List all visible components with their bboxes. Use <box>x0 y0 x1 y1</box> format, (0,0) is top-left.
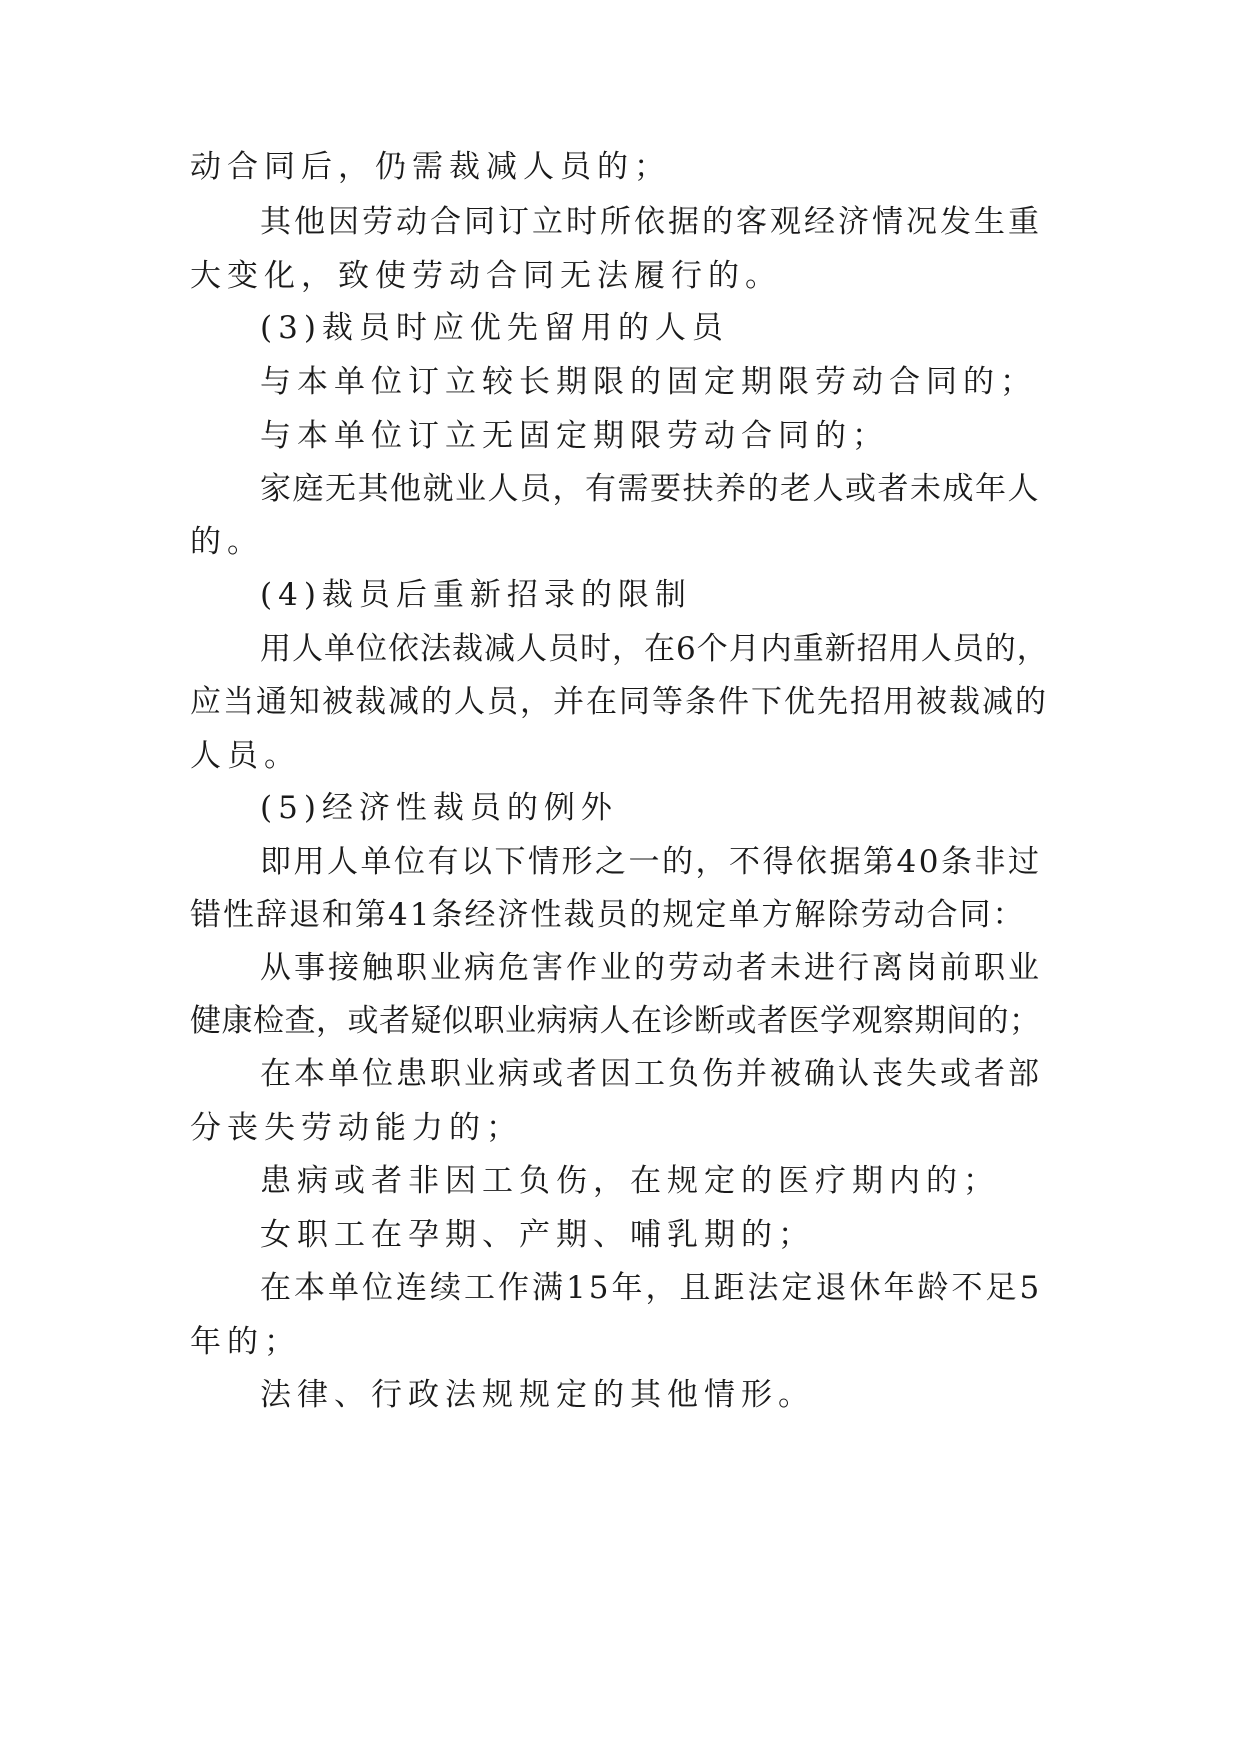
text-line <box>0 1365 1241 1425</box>
text-line <box>0 1098 1241 1158</box>
text-line <box>0 192 1241 252</box>
text-line <box>0 726 1241 786</box>
section-heading: (4)裁员后重新招录的限制 <box>260 577 692 613</box>
text-line <box>0 1044 1241 1104</box>
paragraph-start: 其他因劳动合同订立时所依据的客观经济情况发生重 <box>260 204 1042 240</box>
paragraph-start: 用人单位依法裁减人员时，在6个月内重新招用人员的， <box>260 631 1049 667</box>
text-line <box>0 352 1241 412</box>
paragraph-start: 患病或者非因工负伤，在规定的医疗期内的； <box>260 1163 1000 1199</box>
paragraph-start: 即用人单位有以下情形之一的，不得依据第40条非过 <box>260 844 1042 880</box>
text-line <box>0 406 1241 466</box>
paragraph-continuation: 错性辞退和第41条经济性裁员的规定单方解除劳动合同： <box>190 897 1026 933</box>
text-line <box>0 512 1241 572</box>
paragraph-start: 在本单位患职业病或者因工负伤并被确认丧失或者部 <box>260 1056 1042 1092</box>
paragraph-continuation: 年的； <box>190 1324 301 1360</box>
paragraph-start: 在本单位连续工作满15年，且距法定退休年龄不足5 <box>260 1270 1043 1306</box>
text-line <box>0 459 1241 519</box>
paragraph-continuation: 人员。 <box>190 738 301 774</box>
text-line <box>0 1151 1241 1211</box>
text-line <box>0 885 1241 945</box>
paragraph-continuation: 大变化，致使劳动合同无法履行的。 <box>190 258 782 294</box>
text-line <box>0 991 1241 1051</box>
text-line <box>0 619 1241 679</box>
text-line <box>0 246 1241 306</box>
paragraph-continuation: 分丧失劳动能力的； <box>190 1110 523 1146</box>
paragraph-start: 女职工在孕期、产期、哺乳期的； <box>260 1217 815 1253</box>
text-line <box>0 137 1241 197</box>
text-line <box>0 938 1241 998</box>
paragraph-start: 与本单位订立较长期限的固定期限劳动合同的； <box>260 364 1037 400</box>
text-line <box>0 672 1241 732</box>
section-heading: (3)裁员时应优先留用的人员 <box>260 310 729 346</box>
paragraph-continuation: 健康检查，或者疑似职业病病人在诊断或者医学观察期间的； <box>190 1003 1041 1039</box>
paragraph-continuation: 应当通知被裁减的人员，并在同等条件下优先招用被裁减的 <box>190 684 1048 720</box>
paragraph-start: 从事接触职业病危害作业的劳动者未进行离岗前职业 <box>260 950 1042 986</box>
text-line <box>0 1258 1241 1318</box>
text-line <box>0 778 1241 838</box>
paragraph-continuation: 动合同后，仍需裁减人员的； <box>190 149 671 185</box>
paragraph-continuation: 的。 <box>190 524 264 560</box>
text-line <box>0 832 1241 892</box>
paragraph-start: 家庭无其他就业人员，有需要扶养的老人或者未成年人 <box>260 471 1040 507</box>
text-line <box>0 298 1241 358</box>
text-line <box>0 565 1241 625</box>
paragraph-start: 与本单位订立无固定期限劳动合同的； <box>260 418 889 454</box>
text-line <box>0 1205 1241 1265</box>
paragraph-start: 法律、行政法规规定的其他情形。 <box>260 1377 815 1413</box>
text-line <box>0 1312 1241 1372</box>
section-heading: (5)经济性裁员的例外 <box>260 790 618 826</box>
